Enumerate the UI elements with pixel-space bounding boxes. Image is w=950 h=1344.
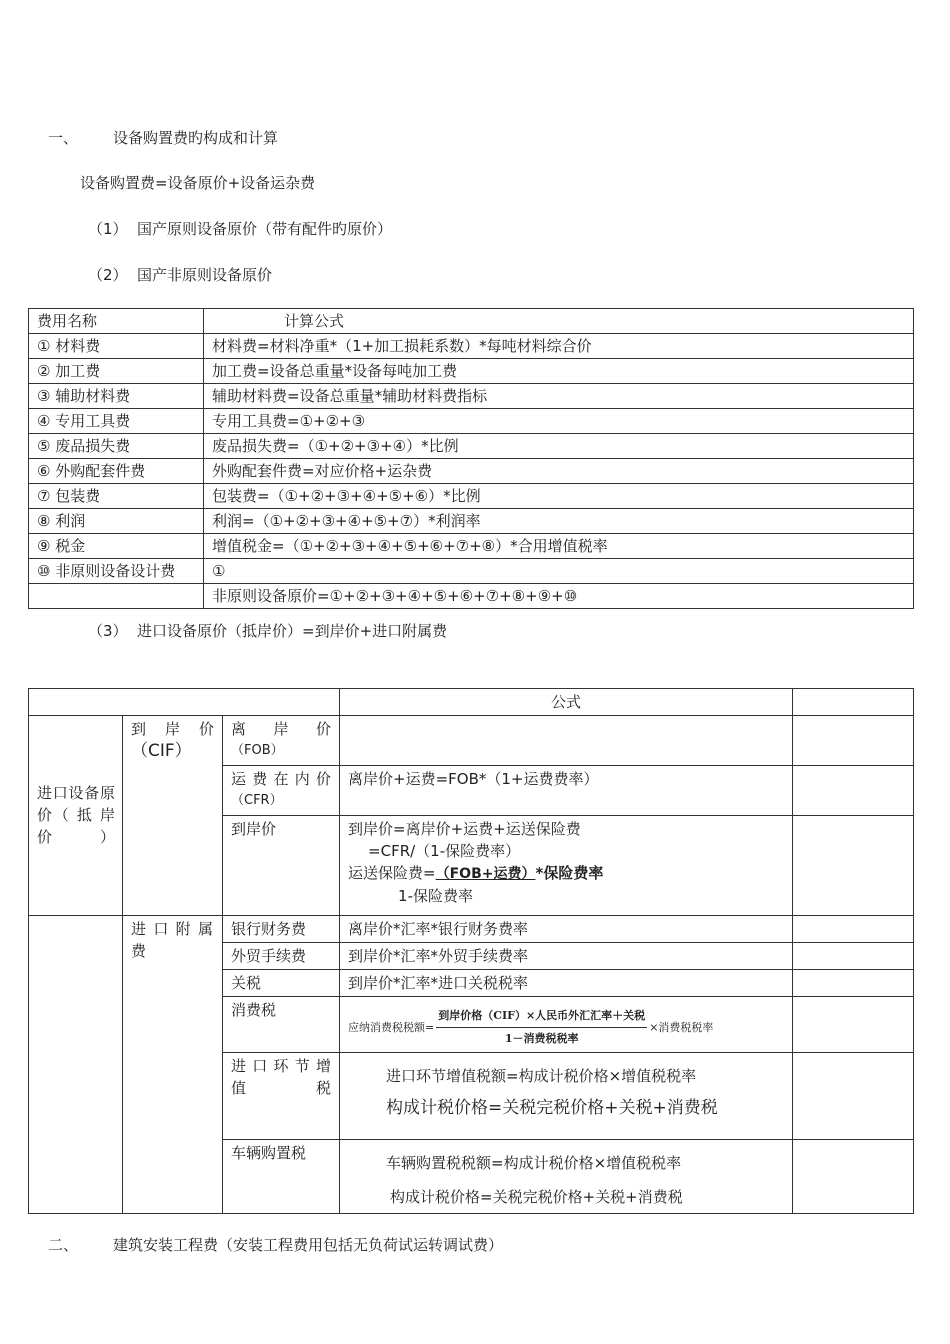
fee-formula: 离岸价*汇率*银行财务费率 xyxy=(340,916,793,943)
row-name: ① 材料费 xyxy=(29,334,204,359)
row-name: ⑩ 非原则设备设计费 xyxy=(29,559,204,584)
non-standard-equipment-table xyxy=(28,308,914,609)
row-name: ⑧ 利润 xyxy=(29,509,204,534)
table-row xyxy=(29,359,914,384)
header-blank xyxy=(793,689,914,716)
row-name: ③ 辅助材料费 xyxy=(29,384,204,409)
row-formula: 专用工具费=①+②+③ xyxy=(204,409,914,434)
row-formula: 加工费=设备总重量*设备每吨加工费 xyxy=(204,359,914,384)
item-1-text: 国产原则设备原价（带有配件旳原价） xyxy=(137,220,393,238)
note-cell xyxy=(793,766,914,816)
fob-label: 离 岸 价 （FOB） xyxy=(223,716,340,766)
table-row xyxy=(29,534,914,559)
row-formula: 废品损失费=（①+②+③+④）*比例 xyxy=(204,434,914,459)
table-header-row xyxy=(29,309,914,334)
row-name: ④ 专用工具费 xyxy=(29,409,204,434)
fee-formula: 到岸价*汇率*外贸手续费率 xyxy=(340,943,793,970)
table-row xyxy=(29,559,914,584)
note-cell xyxy=(793,716,914,766)
section-1-number: 一、 xyxy=(48,129,79,147)
row-formula: 包装费=（①+②+③+④+⑤+⑥）*比例 xyxy=(204,484,914,509)
fee-name: 银行财务费 xyxy=(223,916,340,943)
table-row xyxy=(29,409,914,434)
table-row-fee xyxy=(29,916,914,943)
vehicle-formula: 车辆购置税税额=构成计税价格×增值税税率 构成计税价格=关税完税价格+关税+消费税 xyxy=(340,1140,793,1214)
cfr-formula: 离岸价+运费=FOB*（1+运费费率） xyxy=(340,766,793,816)
main-formula: 设备购置费=设备原价+设备运杂费 xyxy=(80,174,316,192)
row-formula: 辅助材料费=设备总重量*辅助材料费指标 xyxy=(204,384,914,409)
item-3-text: 进口设备原价（抵岸价）=到岸价+进口附属费 xyxy=(137,622,448,640)
header-formula: 计算公式 xyxy=(204,309,914,334)
table-row xyxy=(29,484,914,509)
vehicle-label: 车辆购置税 xyxy=(223,1140,340,1214)
row-name: ② 加工费 xyxy=(29,359,204,384)
row-name: ⑥ 外购配套件费 xyxy=(29,459,204,484)
row-formula: 材料费=材料净重*（1+加工损耗系数）*每吨材料综合价 xyxy=(204,334,914,359)
header-cost-name: 费用名称 xyxy=(29,309,204,334)
table-row xyxy=(29,384,914,409)
item-2-text: 国产非原则设备原价 xyxy=(137,266,273,284)
cif-label: 到 岸 价 （CIF） xyxy=(123,716,223,916)
fee-name: 关税 xyxy=(223,970,340,997)
vat-formula: 进口环节增值税额=构成计税价格×增值税税率 构成计税价格=关税完税价格+关税+消费税 xyxy=(340,1053,793,1140)
import-equipment-table xyxy=(28,688,914,1214)
note-cell xyxy=(793,943,914,970)
empty-cell xyxy=(29,916,123,1214)
table-row xyxy=(29,584,914,609)
note-cell xyxy=(793,1053,914,1140)
cif-formula: 到岸价=离岸价+运费+运送保险费 =CFR/（1-保险费率） 运送保险费=（FOB+运费）*保险费率 1-保险费率 xyxy=(340,816,793,916)
section-1-title: 设备购置费旳构成和计算 xyxy=(113,129,279,147)
row-name: ⑨ 税金 xyxy=(29,534,204,559)
table-row xyxy=(29,509,914,534)
table-row xyxy=(29,434,914,459)
table-row xyxy=(29,459,914,484)
item-1-number: （1） xyxy=(88,220,128,238)
header-formula: 公式 xyxy=(340,689,793,716)
row-formula: 利润=（①+②+③+④+⑤+⑦）*利润率 xyxy=(204,509,914,534)
note-cell xyxy=(793,916,914,943)
note-cell xyxy=(793,997,914,1053)
row-formula: 外购配套件费=对应价格+运杂费 xyxy=(204,459,914,484)
row-formula: 非原则设备原价=①+②+③+④+⑤+⑥+⑦+⑧+⑨+⑩ xyxy=(204,584,914,609)
row-name: ⑤ 废品损失费 xyxy=(29,434,204,459)
consumption-formula: 应纳消费税税额= $\frac{\text{到岸价格（CIF）×人民币外汇汇率＋关税}}{\text{1－消费税税率}}$ ×消费税税率 xyxy=(340,997,793,1053)
main-label: 进口设备原价（ 抵 岸价） xyxy=(29,716,123,916)
header-empty xyxy=(29,689,340,716)
table-header-row xyxy=(29,689,914,716)
cif-row-label: 到岸价 xyxy=(223,816,340,916)
fees-label: 进 口 附 属 费 xyxy=(123,916,223,1214)
cfr-label: 运 费 在 内 价 （CFR） xyxy=(223,766,340,816)
note-cell xyxy=(793,1140,914,1214)
item-2-number: （2） xyxy=(88,266,128,284)
fee-formula: 到岸价*汇率*进口关税税率 xyxy=(340,970,793,997)
table-row xyxy=(29,334,914,359)
fob-formula xyxy=(340,716,793,766)
row-formula: ① xyxy=(204,559,914,584)
item-3-number: （3） xyxy=(88,622,128,640)
table-row-fob xyxy=(29,716,914,766)
consumption-label: 消费税 xyxy=(223,997,340,1053)
row-formula: 增值税金=（①+②+③+④+⑤+⑥+⑦+⑧）*合用增值税率 xyxy=(204,534,914,559)
section-2-number: 二、 xyxy=(48,1236,79,1254)
note-cell xyxy=(793,970,914,997)
vat-label: 进 口 环 节 增 值税 xyxy=(223,1053,340,1140)
section-2-title: 建筑安装工程费（安装工程费用包括无负荷试运转调试费） xyxy=(113,1236,504,1254)
fee-name: 外贸手续费 xyxy=(223,943,340,970)
row-name: ⑦ 包装费 xyxy=(29,484,204,509)
note-cell xyxy=(793,816,914,916)
row-name xyxy=(29,584,204,609)
